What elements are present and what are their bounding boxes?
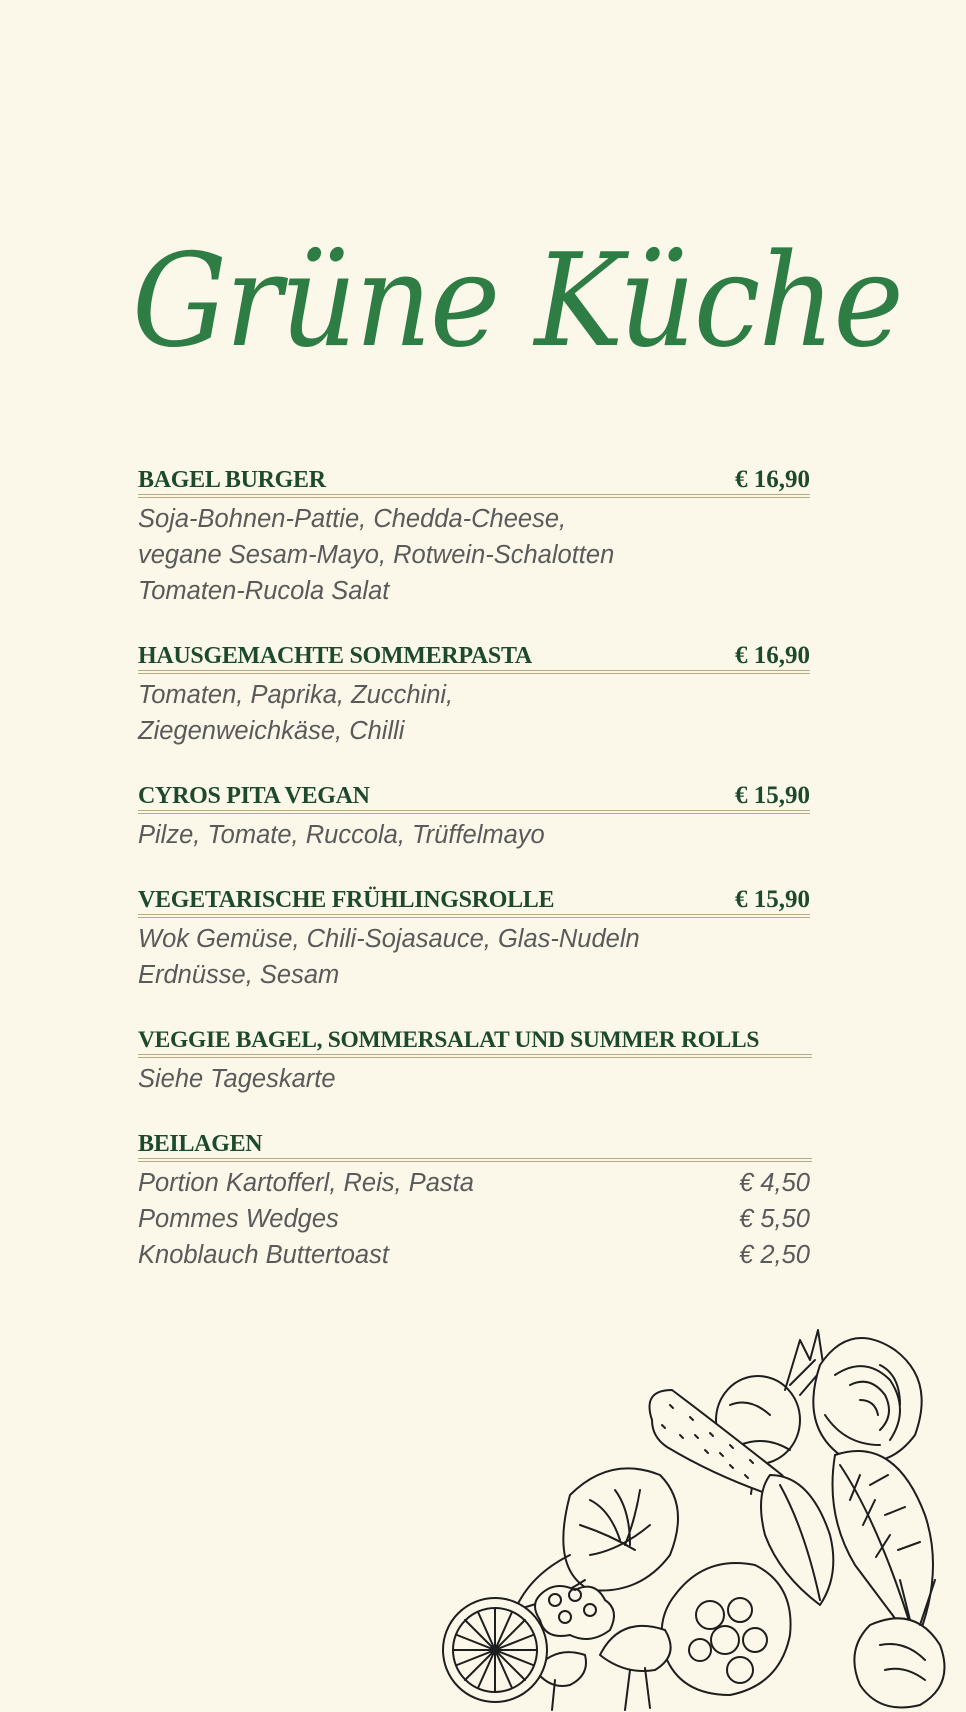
vegetable-illustration bbox=[440, 1325, 966, 1712]
side-item-price: € 4,50 bbox=[739, 1169, 810, 1197]
cabbage-icon bbox=[813, 1338, 921, 1462]
description-line: Pilze, Tomate, Ruccola, Trüffelmayo bbox=[138, 821, 545, 849]
sides-list bbox=[138, 1165, 810, 1273]
sides-header bbox=[138, 1129, 812, 1159]
side-item-name: Pommes Wedges bbox=[138, 1205, 339, 1233]
description-line: Ziegenweichkäse, Chilli bbox=[138, 717, 405, 745]
menu-item-price: € 16,90 bbox=[731, 466, 810, 494]
menu-item-name: VEGGIE BAGEL, SOMMERSALAT UND SUMMER ROLLS bbox=[138, 1026, 763, 1054]
menu-item-name: CYROS PITA VEGAN bbox=[138, 782, 374, 810]
menu-item-veggie-bagel bbox=[138, 1025, 812, 1097]
lemon-slice-icon bbox=[443, 1598, 547, 1702]
menu-item-header bbox=[138, 1025, 812, 1055]
menu-item-header bbox=[138, 885, 810, 915]
menu-item-sommerpasta bbox=[138, 641, 810, 749]
menu-item-fruehlingsrolle bbox=[138, 885, 810, 993]
sides-heading: BEILAGEN bbox=[138, 1130, 266, 1158]
menu-item-price: € 15,90 bbox=[731, 886, 810, 914]
menu-item-description bbox=[138, 1061, 812, 1097]
cauliflower-icon bbox=[662, 1563, 791, 1695]
side-item-price: € 2,50 bbox=[739, 1241, 810, 1269]
menu-item-description bbox=[138, 921, 810, 993]
menu-item-description bbox=[138, 677, 810, 749]
menu-item-price: € 16,90 bbox=[731, 642, 810, 670]
menu-item-description bbox=[138, 817, 810, 853]
mushroom-icon bbox=[535, 1626, 671, 1710]
broccoli-icon bbox=[535, 1586, 614, 1639]
description-line: Soja-Bohnen-Pattie, Chedda-Cheese, bbox=[138, 505, 567, 533]
menu-item-header bbox=[138, 781, 810, 811]
side-item-price: € 5,50 bbox=[739, 1205, 810, 1233]
menu-item-header bbox=[138, 465, 810, 495]
description-line: Erdnüsse, Sesam bbox=[138, 961, 340, 989]
side-item bbox=[138, 1201, 810, 1237]
sides-section bbox=[138, 1129, 812, 1273]
side-item-name: Knoblauch Buttertoast bbox=[138, 1241, 389, 1269]
menu-item-name: BAGEL BURGER bbox=[138, 466, 330, 494]
menu-item-name: VEGETARISCHE FRÜHLINGSROLLE bbox=[138, 886, 558, 914]
side-item bbox=[138, 1237, 810, 1273]
side-item bbox=[138, 1165, 810, 1201]
menu-item-description bbox=[138, 501, 810, 609]
menu-item-name: HAUSGEMACHTE SOMMERPASTA bbox=[138, 642, 536, 670]
side-item-name: Portion Kartofferl, Reis, Pasta bbox=[138, 1169, 474, 1197]
menu-item-header bbox=[138, 641, 810, 671]
description-line: Tomaten, Paprika, Zucchini, bbox=[138, 681, 454, 709]
description-line: Wok Gemüse, Chili-Sojasauce, Glas-Nudeln bbox=[138, 925, 640, 953]
description-line: Tomaten-Rucola Salat bbox=[138, 577, 390, 605]
menu-title: Grüne Küche bbox=[132, 227, 902, 376]
menu-item-bagel-burger bbox=[138, 465, 810, 609]
description-line: vegane Sesam-Mayo, Rotwein-Schalotten bbox=[138, 541, 615, 569]
description-line: Siehe Tageskarte bbox=[138, 1065, 336, 1093]
menu-item-price: € 15,90 bbox=[731, 782, 810, 810]
menu-item-cyros-pita bbox=[138, 781, 810, 853]
